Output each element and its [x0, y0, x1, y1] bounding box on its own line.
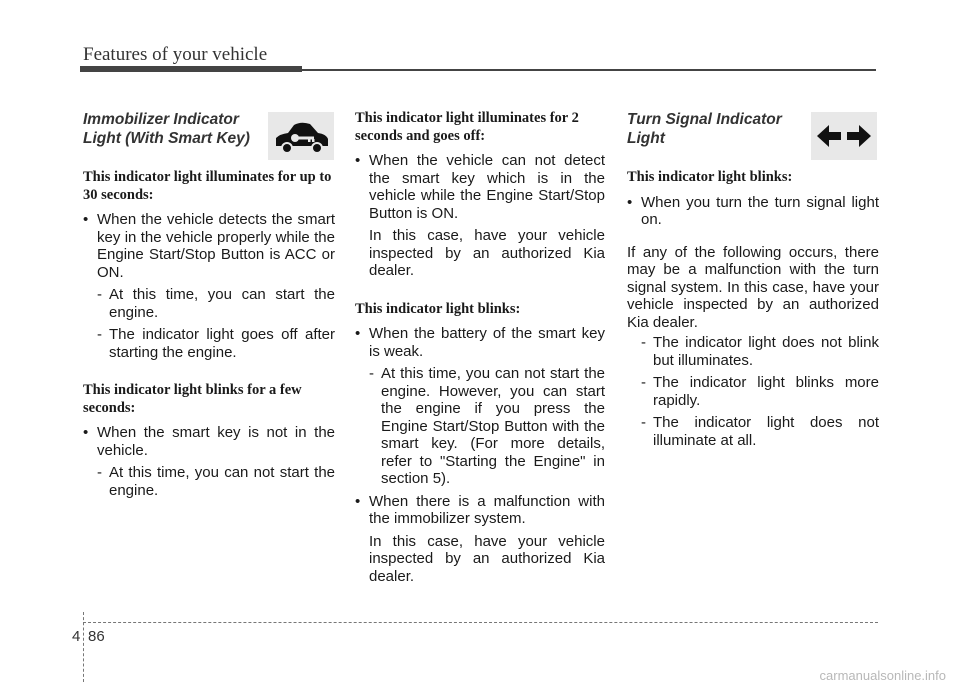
watermark: carmanualsonline.info [819, 668, 946, 683]
plain-text: In this case, have your vehicle inspected by an authorized Kia dealer. [369, 227, 605, 279]
subheading: This indicator light illuminates for up to 30 seconds: [83, 169, 332, 203]
column-immobilizer-continued [355, 110, 605, 585]
bullet-item: • When the smart key is not in the vehicle. [83, 424, 335, 459]
dash-text: At this time, you can not start the engine. However, you can start the engine if you press the Engine Start/Stop Button with the smart key. (For more details, refer to "Starting the Engine" in section 5). [381, 365, 605, 487]
bullet-item: • When the battery of the smart key is weak. [355, 325, 605, 360]
page-header-title: Features of your vehicle [83, 44, 268, 65]
dash-item [83, 286, 335, 321]
page-number: 86 [88, 628, 105, 645]
dash-item [83, 464, 335, 499]
dash-mark: - [97, 464, 102, 481]
footer-divider [83, 612, 84, 682]
dash-text: At this time, you can start the engine. [109, 286, 335, 321]
paragraph: If any of the following occurs, there may be a malfunction with the turn signal system. In this case, have your vehicle inspected by an authorized Kia dealer. [627, 243, 879, 331]
section-number: 4 [72, 628, 81, 645]
dash-item [355, 365, 605, 488]
subheading: This indicator light illuminates for 2 seconds and goes off: [355, 110, 579, 144]
dash-text: The indicator light blinks more rapidly. [653, 374, 879, 409]
subheading: This indicator light blinks: [627, 169, 793, 185]
bullet-item: • When there is a malfunction with the immobilizer system. [355, 493, 605, 528]
dash-mark: - [641, 334, 646, 351]
header-rule-thin [300, 69, 876, 71]
section-title-line1: Immobilizer Indicator [83, 111, 239, 128]
section-title-line2: Light [627, 130, 665, 147]
column-immobilizer [83, 110, 335, 499]
dash-item [627, 414, 879, 449]
dash-mark: - [641, 374, 646, 391]
dash-text: The indicator light goes off after starting the engine. [109, 326, 335, 361]
dash-mark: - [369, 365, 374, 382]
section-title-line1: Turn Signal Indicator [627, 111, 782, 128]
dash-text: The indicator light does not blink but illuminates. [653, 334, 879, 369]
section-title-line2: Light (With Smart Key) [83, 130, 250, 147]
header-rule-thick [80, 66, 302, 72]
column-turn-signal [627, 110, 879, 449]
dash-text: The indicator light does not illuminate at all. [653, 414, 879, 449]
dash-item [627, 374, 879, 409]
bullet-item: • When you turn the turn signal light on. [627, 194, 879, 229]
dash-mark: - [97, 326, 102, 343]
dash-item [83, 326, 335, 361]
dash-mark: - [97, 286, 102, 303]
section-title-immobilizer [83, 110, 335, 148]
dash-text: At this time, you can not start the engine. [109, 464, 335, 499]
bullet-item: • When the vehicle can not detect the smart key which is in the vehicle while the Engine Start/Stop Button is ON. [355, 152, 605, 222]
dash-mark: - [641, 414, 646, 431]
subheading: This indicator light blinks: [355, 300, 521, 317]
footer-rule [83, 622, 878, 623]
plain-text: In this case, have your vehicle inspected by an authorized Kia dealer. [369, 532, 605, 585]
section-title-turn-signal [627, 110, 879, 148]
bullet-item: • When the vehicle detects the smart key in the vehicle properly while the Engine Start/Stop Button is ACC or ON. [83, 211, 335, 281]
subheading: This indicator light blinks for a few seconds: [83, 382, 302, 416]
dash-item [627, 334, 879, 369]
